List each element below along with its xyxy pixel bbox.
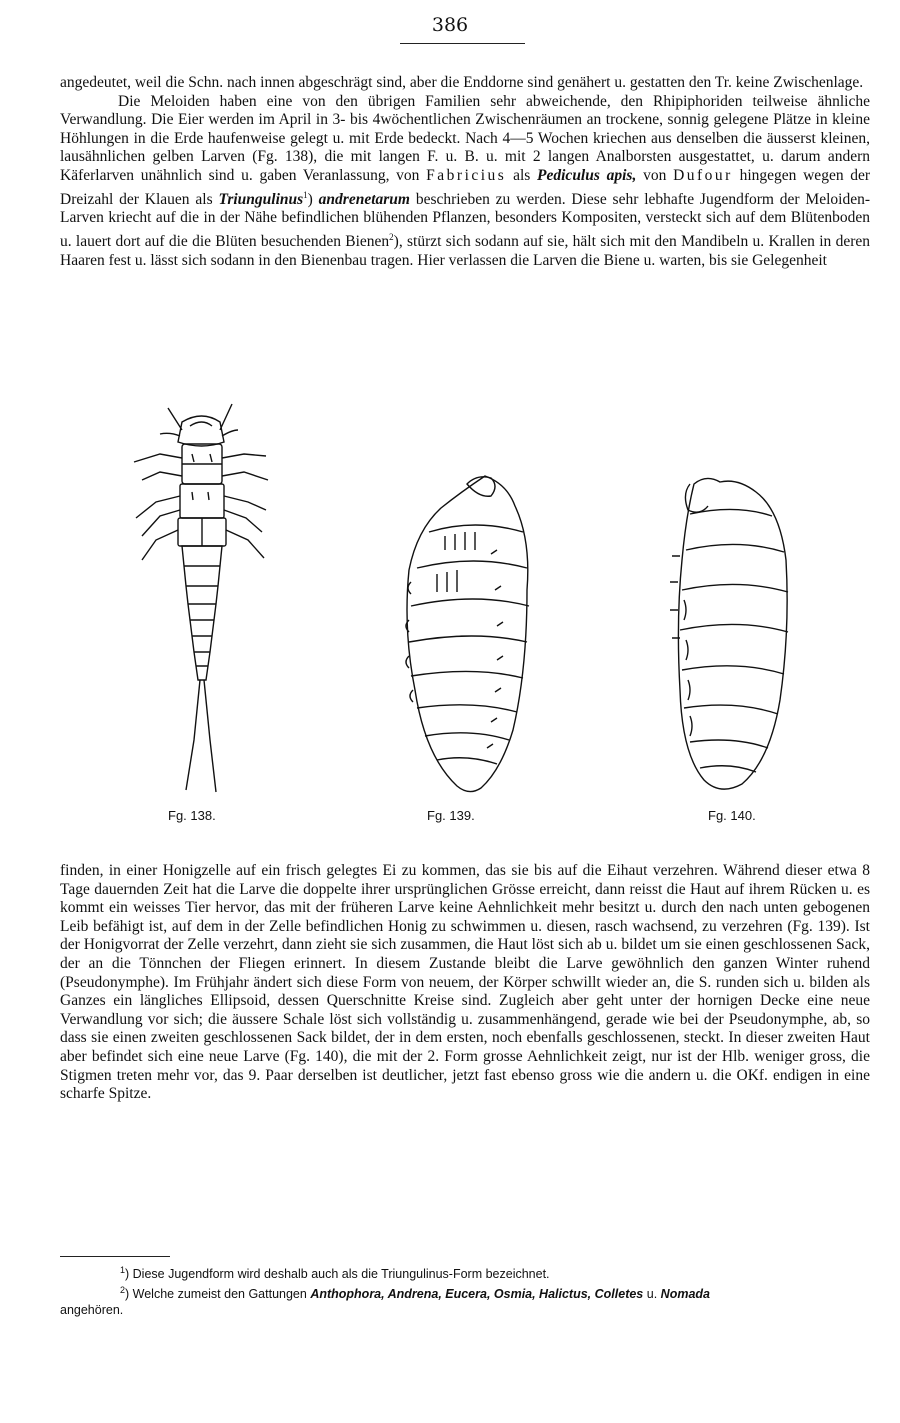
author-name: Dufour	[673, 166, 733, 184]
genus-name: Nomada	[660, 1287, 710, 1302]
bottom-text-block	[60, 862, 870, 1104]
text-run: beschrieben zu werden. Diese sehr lebhafte Jugendform der Meloiden-Larven kriecht auf die in der Nähe befindlichen blühenden Pflanzen, besonders Kompositen, versteckt sich auf dem Blütenboden u. lauert dort auf die die Blüten besuchenden Bienen	[60, 190, 870, 251]
figure-138-caption: Fg. 138.	[168, 808, 216, 823]
figure-139-caption: Fg. 139.	[427, 808, 475, 823]
footnote-2-continued: angehören.	[60, 1303, 124, 1318]
footnotes	[60, 1262, 880, 1318]
footnote-ref: 2	[389, 231, 394, 242]
paragraph: angedeutet, weil die Schn. nach innen abgeschrägt sind, aber die Enddorne sind genähert u. gestatten den Tr. keine Zwischenlage.	[60, 74, 864, 91]
text-run: als	[513, 166, 531, 184]
footnote-2	[60, 1282, 880, 1302]
figure-140-illustration	[660, 470, 800, 800]
author-name: Fabricius	[426, 166, 507, 184]
top-text-block	[60, 74, 870, 270]
genus-list: Anthophora, Andrena, Eucera, Osmia, Halictus, Colletes	[310, 1287, 644, 1302]
paragraph-meloiden	[60, 93, 870, 271]
text-run: hingegen wegen der Dreizahl der Klauen als	[60, 166, 871, 208]
text-run: ), stürzt sich sodann auf sie, hält sich mit den Mandibeln u. Krallen in deren Haaren fest u. lässt sich sodann in den Bienenbau tragen. Hier verlassen die Larven die Biene u. warten, bis sie Gelegenheit	[60, 233, 870, 269]
taxon-name: andrenetarum	[318, 190, 410, 208]
figure-138-illustration	[120, 400, 290, 800]
footnote-1	[60, 1262, 880, 1282]
figure-140-caption: Fg. 140.	[708, 808, 756, 823]
footnote-text: ) Welche zumeist den Gattungen	[125, 1287, 307, 1302]
footnote-number: 1	[120, 1265, 126, 1275]
text-run: von	[643, 166, 667, 184]
taxon-name: Pediculus apis,	[537, 166, 637, 184]
page-number: 386	[431, 14, 469, 36]
text-run: )	[307, 190, 313, 208]
footnote-number: 2	[120, 1285, 126, 1296]
text-run: Die Meloiden haben eine von den übrigen Familien sehr abweichende, den Rhipiphoriden teilweise ähnliche Verwandlung. Die Eier werden im April in 3- bis 4wöchentlichen Zwischenräumen an trockene, sonnig gelegene Plätze in kleine Höhlungen in die Erde haufenweise gelegt u. mit Erde bedeckt. Nach 4—5 Wochen kriechen aus denselben die äusserst kleinen, lausähnlichen gelben Larven (Fg. 138), die mit langen F. u. B. u. mit 2 langen Analborsten ausgestattet, u. darum andern Käferlarven unähnlich sind u. gaben Veranlassung, von	[60, 92, 870, 184]
page-number-rule	[400, 43, 525, 44]
footnote-rule	[60, 1256, 170, 1257]
footnote-ref: 1	[303, 189, 308, 200]
footnote-text: u.	[646, 1287, 658, 1302]
footnote-text: ) Diese Jugendform wird deshalb auch als die Triungulinus-Form bezeichnet.	[125, 1267, 550, 1282]
figure-139-illustration	[395, 470, 545, 800]
paragraph: finden, in einer Honigzelle auf ein frisch gelegtes Ei zu kommen, das sie bis auf die Eihaut verzehren. Während dieser etwa 8 Tage dauernden Zeit hat die Larve die doppelte ihrer ursprünglichen Grösse erreicht, dann reisst die Haut auf ihrem Rücken u. es kommt ein weisses Tier hervor, das mit der früheren Larve keine Aehnlichkeit mehr besitzt u. durch den nach unten gebogenen Leib befähigt ist, auf dem in der Zelle befindlichen Honig zu schwimmen u. diesen, rasch wachsend, zu verzehren (Fg. 139). Ist der Honigvorrat der Zelle verzehrt, dann zieht sie sich zusammen, die Haut löst sich ab u. bildet um sie einen geschlossenen Sack, der an die Tönnchen der Fliegen erinnert. In diesem Zustande bleibt die Larve gewöhnlich den ganzen Winter ruhend (Pseudonymphe). Im Frühjahr ändert sich diese Form von neuem, der Körper schwillt wieder an, die S. runden sich u. bilden als Ganzes ein längliches Ellipsoid, dessen Querschnitte Kreise sind. Zugleich aber geht unter der hornigen Decke eine neue Verwandlung vor sich; die äussere Schale löst sich vollständig u. zusammenhängend, gerade wie bei der Pseudonymphe, ab, so dass sie einen zweiten geschlossenen Sack bildet, der in dem ersten, noch ebenfalls geschlossenen, steckt. In dieser zweiten Haut aber befindet sich eine neue Larve (Fg. 140), die mit der 2. Form grosse Aehnlichkeit zeigt, nur ist der Hlb. weniger gross, die Stigmen treten mehr vor, das 9. Paar derselben ist deutlicher, jetzt fast ebenso gross wie die andern u. die OKf. endigen in eine scharfe Spitze.	[60, 862, 870, 1103]
taxon-name: Triungulinus	[218, 190, 304, 208]
